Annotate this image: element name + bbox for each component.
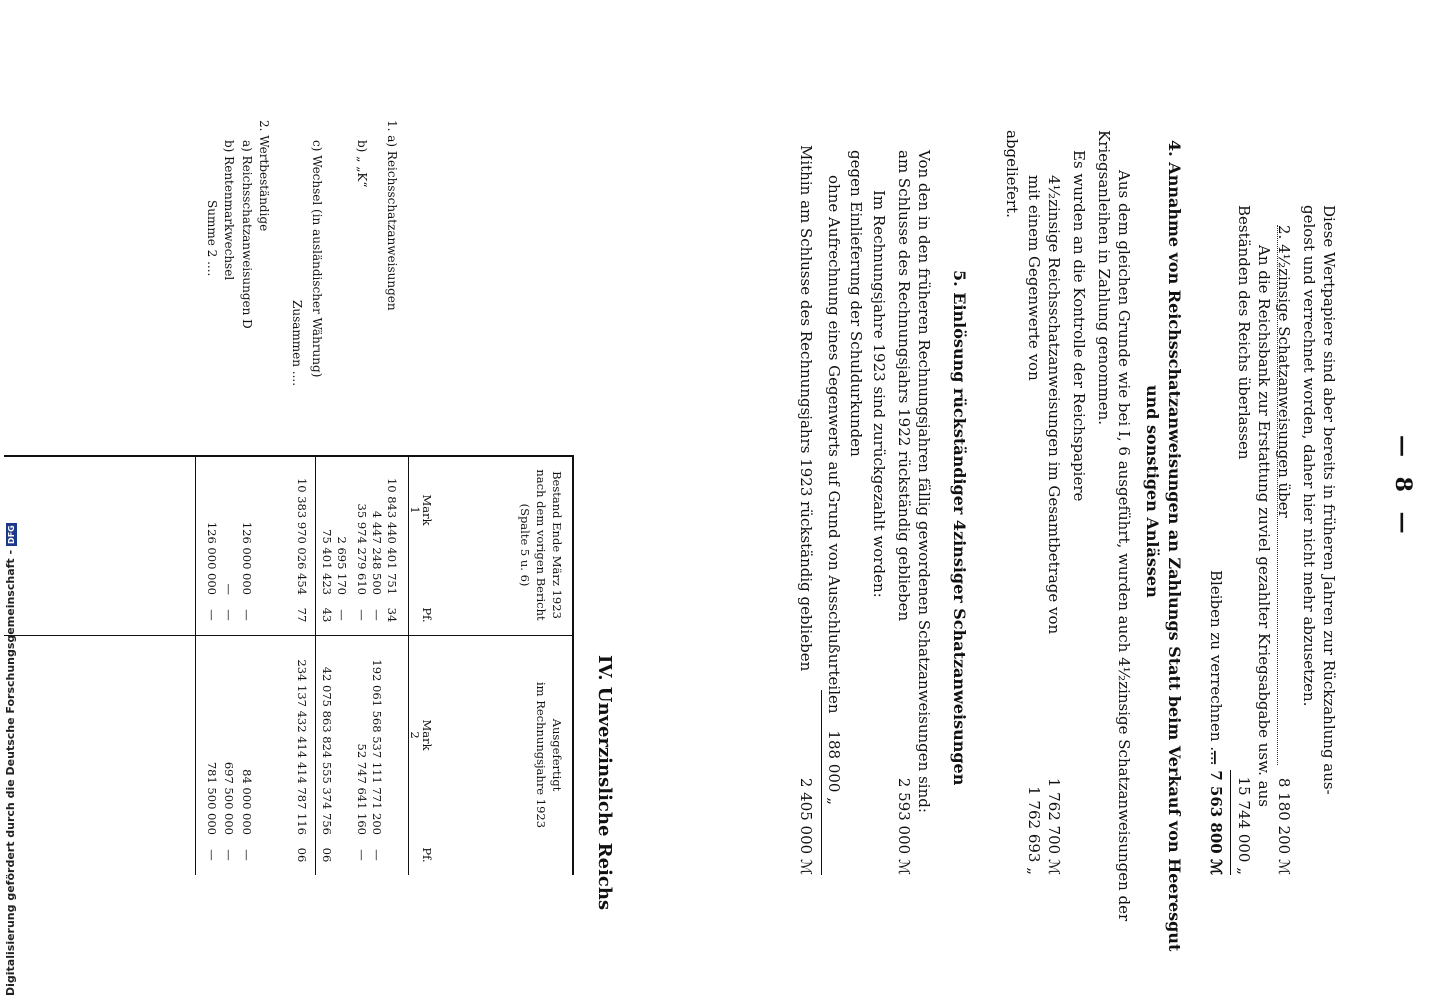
cell-pf2: —: [370, 849, 384, 861]
section4-heading-1: 4. Annahme von Reichsschatzanweisungen an Zahlungs Statt beim Verkauf von Heeresgut: [1165, 140, 1184, 952]
table-top-rule: [572, 455, 574, 875]
section4-p1-line2: Kriegsanleihen in Zahlung genommen.: [1095, 130, 1113, 426]
section5-p1-line1: Von den in den früheren Rechnungsjahren fällig gewordenen Schatzanweisungen sind:: [915, 150, 933, 813]
intro-item2-label: 2. 4½zinsige Schatzanweisungen über: [1275, 225, 1293, 518]
intro-remain-value: — 7 563 800 ℳ: [1207, 750, 1225, 875]
section4-p3-value2: 1 762 693 „: [1025, 786, 1043, 875]
table-col-rule: [4, 635, 574, 636]
cell-mark1: 35 974 279 610: [355, 503, 369, 595]
cell-pf1: —: [335, 609, 349, 621]
cell-mark1: 126 000 000: [240, 521, 254, 595]
cell-mark2: 234 137 432 414 414 787 116: [295, 659, 309, 835]
intro-line-1: Diese Wertpapiere sind aber bereits in früheren Jahren zur Rückzahlung aus-: [1320, 205, 1338, 795]
cell-mark1: 10 843 440 401 751: [385, 477, 399, 595]
dfg-logo: DFG: [7, 525, 16, 544]
col1-unit-mark: Mark: [420, 494, 434, 526]
cell-mark2: 192 061 568 537 111 771 200: [370, 659, 384, 835]
col2-header-line2: im Rechnungsjahre 1923: [534, 681, 548, 829]
cell-pf1: —: [355, 609, 369, 621]
cell-mark1: 126 000 000: [205, 521, 219, 595]
page-number: — 8 —: [1390, 435, 1416, 540]
section4-p3-line1: 4½zinsige Reichsschatzanweisungen im Gesamtbetrage von: [1045, 175, 1063, 635]
cell-mark1: —: [222, 583, 236, 595]
section4-p3-line3: abgeliefert.: [1003, 130, 1021, 218]
row-label: c) Wechsel (in ausländischer Währung): [310, 140, 324, 378]
col2-unit-mark: Mark: [420, 719, 434, 751]
cell-pf1: —: [222, 609, 236, 621]
row-label: Zusammen ....: [290, 300, 304, 387]
sum-rule: [1230, 770, 1231, 875]
cell-mark2: 42 075 863 824 555 374 756: [320, 666, 334, 835]
cell-mark2: 781 500 000: [205, 761, 219, 835]
row-label: 2. Wertbeständige: [257, 120, 271, 232]
row-label: a) Reichsschatzanweisungen D: [240, 140, 254, 329]
section5-p2-line1: Im Rechnungsjahre 1923 sind zurückgezahlt worden:: [870, 190, 888, 598]
cell-pf2: —: [355, 849, 369, 861]
row-label: Summe 2 ....: [205, 200, 219, 277]
cell-pf1: 34: [385, 607, 399, 623]
col1-number: 1: [408, 506, 422, 514]
section5-p3: Mithin am Schlusse des Rechnungsjahrs 1923 rückständig geblieben: [797, 145, 815, 672]
col2-number: 2: [408, 731, 422, 739]
section5-p2-line3: ohne Aufrechnung eines Gegenwerts auf Grund von Ausschlußurteilen: [825, 175, 843, 714]
row-label: 1. a) Reichsschatzanweisungen: [385, 120, 399, 311]
cell-mark1: 10 383 970 026 454: [295, 477, 309, 595]
table-rule: [315, 455, 316, 875]
col1-header-line3: (Spalte 5 u. 6): [518, 503, 532, 587]
col1-unit-pf: Pf.: [420, 607, 434, 623]
cell-pf2: —: [205, 849, 219, 861]
col2-unit-pf: Pf.: [420, 847, 434, 863]
intro-item2b-value: 15 744 000 „: [1235, 776, 1253, 875]
cell-pf2: 06: [295, 847, 309, 863]
section5-p2-line2: gegen Einlieferung der Schuldurkunden: [847, 150, 865, 457]
cell-mark1: 2 695 170: [335, 536, 349, 595]
cell-mark2: 84 000 000: [240, 769, 254, 835]
table-left-rule: [4, 455, 574, 457]
col1-header-line1: Bestand Ende März 1923: [550, 471, 564, 619]
cell-pf1: 43: [320, 607, 334, 623]
section-iv-heading: IV. Unverzinsliche Reichs: [594, 655, 615, 911]
cell-pf1: —: [240, 609, 254, 621]
col1-header-line2: nach dem vorigen Bericht: [534, 469, 548, 621]
section4-p3-line2: mit einem Gegenwerte von: [1025, 175, 1043, 381]
section4-p3-value1: 1 762 700 ℳ: [1045, 777, 1063, 875]
digitization-credit: [4, 523, 17, 996]
cell-mark2: 52 747 641 160: [355, 743, 369, 835]
sum-rule: [821, 690, 822, 875]
section5-p1-value: 2 593 000 ℳ: [895, 777, 913, 875]
section4-p1-line1: Aus dem gleichen Grunde wie bei I, 6 ausgeführt, wurden auch 4½zinsige Schatzanweisungen der: [1115, 170, 1133, 922]
section4-p2: Es wurden an die Kontrolle der Reichspapiere: [1070, 150, 1088, 502]
section5-heading: 5. Einlösung rückständiger 4zinsiger Schatzanweisungen: [950, 270, 969, 786]
cell-mark1: 75 401 423: [320, 529, 334, 595]
section5-p3-value: 2 405 000 ℳ: [797, 777, 815, 875]
section5-p1-line2: am Schlusse des Rechnungsjahrs 1922 rückständig geblieben: [895, 150, 913, 622]
intro-item2b-line2: Beständen des Reichs überlassen: [1235, 205, 1253, 460]
cell-pf1: —: [370, 609, 384, 621]
table-rule: [195, 455, 196, 875]
intro-remain-label: Bleiben zu verrechnen ....: [1207, 570, 1225, 766]
section5-p2-value: 188 000 „: [825, 730, 843, 805]
row-label: b) Rentenmarkwechsel: [222, 140, 236, 281]
intro-line-2: gelost und verrechnet worden, daher hier nicht mehr abzusetzen.: [1300, 205, 1318, 707]
section4-heading-2: und sonstigen Anlässen: [1143, 385, 1162, 598]
cell-mark1: 4 447 248 500: [370, 510, 384, 595]
cell-pf1: 77: [295, 607, 309, 623]
cell-pf1: —: [205, 609, 219, 621]
dot-leader: [1277, 225, 1294, 765]
col2-header-line1: Ausgefertigt: [550, 718, 564, 792]
credit-text: Digitalisierung gefördert durch die Deutsche Forschungsgemeinschaft -: [4, 549, 17, 996]
cell-pf2: 06: [320, 847, 334, 863]
intro-item2-value: 8 180 200 ℳ: [1275, 777, 1293, 875]
cell-mark2: 697 500 000: [222, 761, 236, 835]
cell-pf2: —: [222, 849, 236, 861]
row-label: b) „ „K“: [355, 140, 369, 188]
cell-pf2: —: [240, 849, 254, 861]
intro-item2b-line1: An die Reichsbank zur Erstattung zuviel gezahlter Kriegsabgabe usw. aus: [1255, 245, 1273, 807]
